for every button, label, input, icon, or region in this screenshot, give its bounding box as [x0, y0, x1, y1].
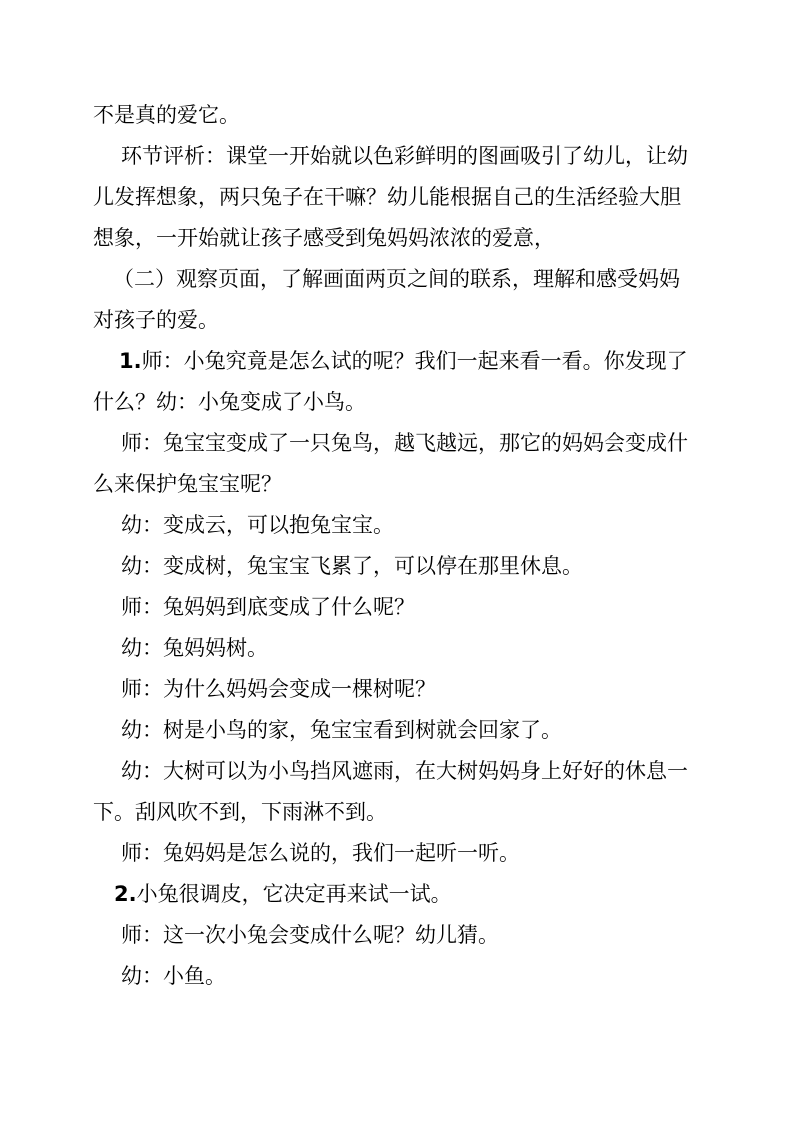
list-text: 小兔很调皮，它决定再来试一试。: [136, 882, 452, 906]
dialogue-line: 幼：兔妈妈树。: [121, 636, 268, 660]
paragraph-line: 么来保护兔宝宝呢？: [93, 472, 282, 496]
section-heading: （二）观察页面，了解画面两页之间的联系，理解和感受妈妈: [113, 267, 680, 291]
dialogue-line: 师：为什么妈妈会变成一棵树呢？: [121, 677, 436, 701]
paragraph-line: 什么？幼：小兔变成了小鸟。: [93, 390, 366, 414]
numbered-line: [114, 881, 452, 907]
list-number: 1.: [119, 349, 142, 373]
dialogue-line: 幼：大树可以为小鸟挡风遮雨，在大树妈妈身上好好的休息一: [121, 759, 688, 783]
paragraph-line: 不是真的爱它。: [93, 103, 240, 127]
dialogue-line: 幼：变成云，可以抱兔宝宝。: [121, 513, 394, 537]
numbered-line: [119, 348, 688, 374]
dialogue-line: 师：这一次小兔会变成什么呢？幼儿猜。: [121, 923, 499, 947]
dialogue-line: 幼：变成树，兔宝宝飞累了，可以停在那里休息。: [121, 554, 583, 578]
paragraph-line: 想象，一开始就让孩子感受到兔妈妈浓浓的爱意，: [93, 226, 555, 250]
dialogue-line: 幼：树是小鸟的家，兔宝宝看到树就会回家了。: [121, 718, 562, 742]
list-number: 2.: [114, 882, 137, 906]
paragraph-line: 对孩子的爱。: [93, 308, 219, 332]
dialogue-line: 幼：小鱼。: [121, 964, 226, 988]
paragraph-line: 环节评析：课堂一开始就以色彩鲜明的图画吸引了幼儿，让幼: [121, 144, 688, 168]
dialogue-line: 师：兔妈妈到底变成了什么呢？: [121, 595, 415, 619]
dialogue-line: 师：兔妈妈是怎么说的，我们一起听一听。: [121, 841, 520, 865]
dialogue-line: 师：兔宝宝变成了一只兔鸟，越飞越远，那它的妈妈会变成什: [121, 431, 688, 455]
paragraph-line: 下。刮风吹不到，下雨淋不到。: [93, 800, 387, 824]
list-text: 师：小兔究竟是怎么试的呢？我们一起来看一看。你发现了: [141, 349, 688, 373]
paragraph-line: 儿发挥想象，两只兔子在干嘛？幼儿能根据自己的生活经验大胆: [93, 185, 681, 209]
